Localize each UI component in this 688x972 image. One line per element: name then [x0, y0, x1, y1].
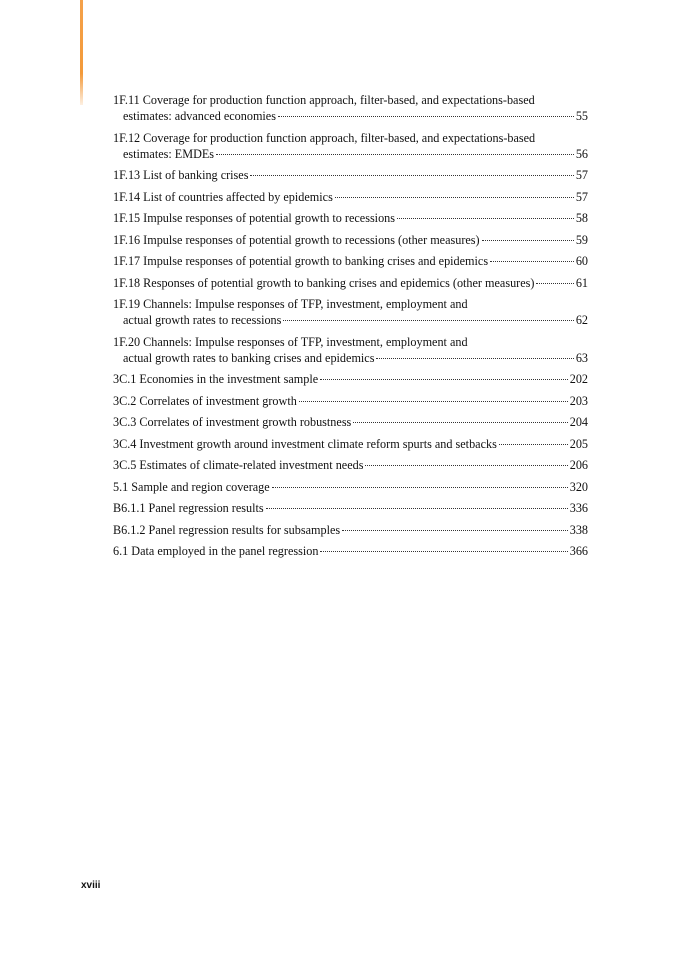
entry-title: 1F.17 Impulse responses of potential growth to banking crises and epidemics [113, 254, 489, 268]
page-number: xviii [81, 880, 101, 891]
dot-leader [536, 282, 573, 284]
entry-page: 58 [575, 211, 588, 225]
entry-page: 56 [575, 146, 588, 161]
dot-leader [397, 217, 574, 219]
entry-page: 204 [569, 415, 588, 429]
toc-entry-6-1[interactable] [113, 543, 588, 559]
dot-leader [342, 529, 568, 531]
entry-title: 1F.18 Responses of potential growth to banking crises and epidemics (other measures) [113, 275, 535, 290]
entry-page: 57 [575, 189, 588, 204]
toc-entry-1f19[interactable] [113, 296, 588, 328]
entry-page: 60 [575, 254, 588, 268]
entry-page: 62 [575, 313, 588, 327]
entry-page: 57 [575, 168, 588, 182]
entry-title: 6.1 Data employed in the panel regression [113, 544, 319, 558]
entry-page: 55 [575, 109, 588, 123]
toc-entry-3c2[interactable] [113, 393, 588, 409]
entry-title: 3C.5 Estimates of climate-related investment needs [113, 458, 364, 472]
entry-title: 1F.14 List of countries affected by epidemics [113, 189, 333, 204]
entry-page: 205 [569, 436, 588, 451]
entry-page: 206 [569, 458, 588, 472]
toc-entry-5-1[interactable] [113, 479, 588, 495]
entry-title: 3C.3 Correlates of investment growth robustness [113, 415, 352, 429]
entry-title: 3C.2 Correlates of investment growth [113, 393, 297, 408]
entry-title: 1F.12 Coverage for production function approach, filter-based, and expectations-based [113, 130, 536, 145]
entry-title: 5.1 Sample and region coverage [113, 479, 270, 494]
dot-leader [320, 550, 567, 552]
toc-entry-1f15[interactable] [113, 210, 588, 226]
dot-leader [216, 153, 574, 155]
entry-title-cont: estimates: EMDEs [123, 146, 215, 161]
entry-title-cont: actual growth rates to banking crises and epidemics [123, 350, 375, 365]
toc-entry-b6-1-2[interactable] [113, 522, 588, 538]
accent-bar [80, 0, 83, 105]
toc-entry-1f14[interactable] [113, 189, 588, 205]
dot-leader [250, 174, 573, 176]
toc-entry-1f13[interactable] [113, 167, 588, 183]
entry-title: 3C.1 Economies in the investment sample [113, 372, 319, 386]
entry-title: 1F.16 Impulse responses of potential growth to recessions (other measures) [113, 232, 480, 247]
entry-title: 1F.19 Channels: Impulse responses of TFP, investment, employment and [113, 297, 468, 311]
list-of-tables [113, 92, 588, 565]
dot-leader [376, 357, 573, 359]
entry-page: 203 [569, 393, 588, 408]
entry-title: B6.1.2 Panel regression results for subsamples [113, 522, 341, 537]
entry-title: 1F.11 Coverage for production function approach, filter-based, and expectations-based [113, 93, 535, 107]
toc-entry-3c4[interactable] [113, 436, 588, 452]
dot-leader [278, 115, 574, 117]
entry-title: 1F.20 Channels: Impulse responses of TFP, investment, employment and [113, 334, 468, 349]
dot-leader [365, 464, 567, 466]
entry-title-cont: estimates: advanced economies [123, 109, 276, 123]
entry-page: 366 [569, 544, 588, 558]
entry-title: 1F.15 Impulse responses of potential growth to recessions [113, 211, 396, 225]
dot-leader [499, 443, 568, 445]
toc-entry-3c1[interactable] [113, 371, 588, 387]
entry-title: 1F.13 List of banking crises [113, 168, 249, 182]
dot-leader [299, 400, 568, 402]
toc-entry-b6-1-1[interactable] [113, 500, 588, 516]
entry-page: 336 [569, 501, 588, 515]
toc-entry-1f12[interactable] [113, 130, 588, 162]
entry-title: B6.1.1 Panel regression results [113, 501, 264, 515]
dot-leader [335, 196, 574, 198]
entry-page: 61 [575, 275, 588, 290]
entry-page: 63 [575, 350, 588, 365]
dot-leader [283, 319, 573, 321]
toc-entry-1f17[interactable] [113, 253, 588, 269]
entry-title: 3C.4 Investment growth around investment climate reform spurts and setbacks [113, 436, 497, 451]
entry-page: 338 [569, 522, 588, 537]
entry-page: 202 [569, 372, 588, 386]
toc-entry-1f18[interactable] [113, 275, 588, 291]
entry-title-cont: actual growth rates to recessions [123, 313, 282, 327]
entry-page: 59 [575, 232, 588, 247]
dot-leader [320, 378, 568, 380]
toc-entry-3c3[interactable] [113, 414, 588, 430]
dot-leader [272, 486, 568, 488]
toc-entry-1f11[interactable] [113, 92, 588, 124]
entry-page: 320 [569, 479, 588, 494]
toc-entry-1f16[interactable] [113, 232, 588, 248]
dot-leader [490, 260, 574, 262]
toc-entry-3c5[interactable] [113, 457, 588, 473]
dot-leader [266, 507, 568, 509]
toc-entry-1f20[interactable] [113, 334, 588, 366]
dot-leader [353, 421, 567, 423]
dot-leader [482, 239, 574, 241]
